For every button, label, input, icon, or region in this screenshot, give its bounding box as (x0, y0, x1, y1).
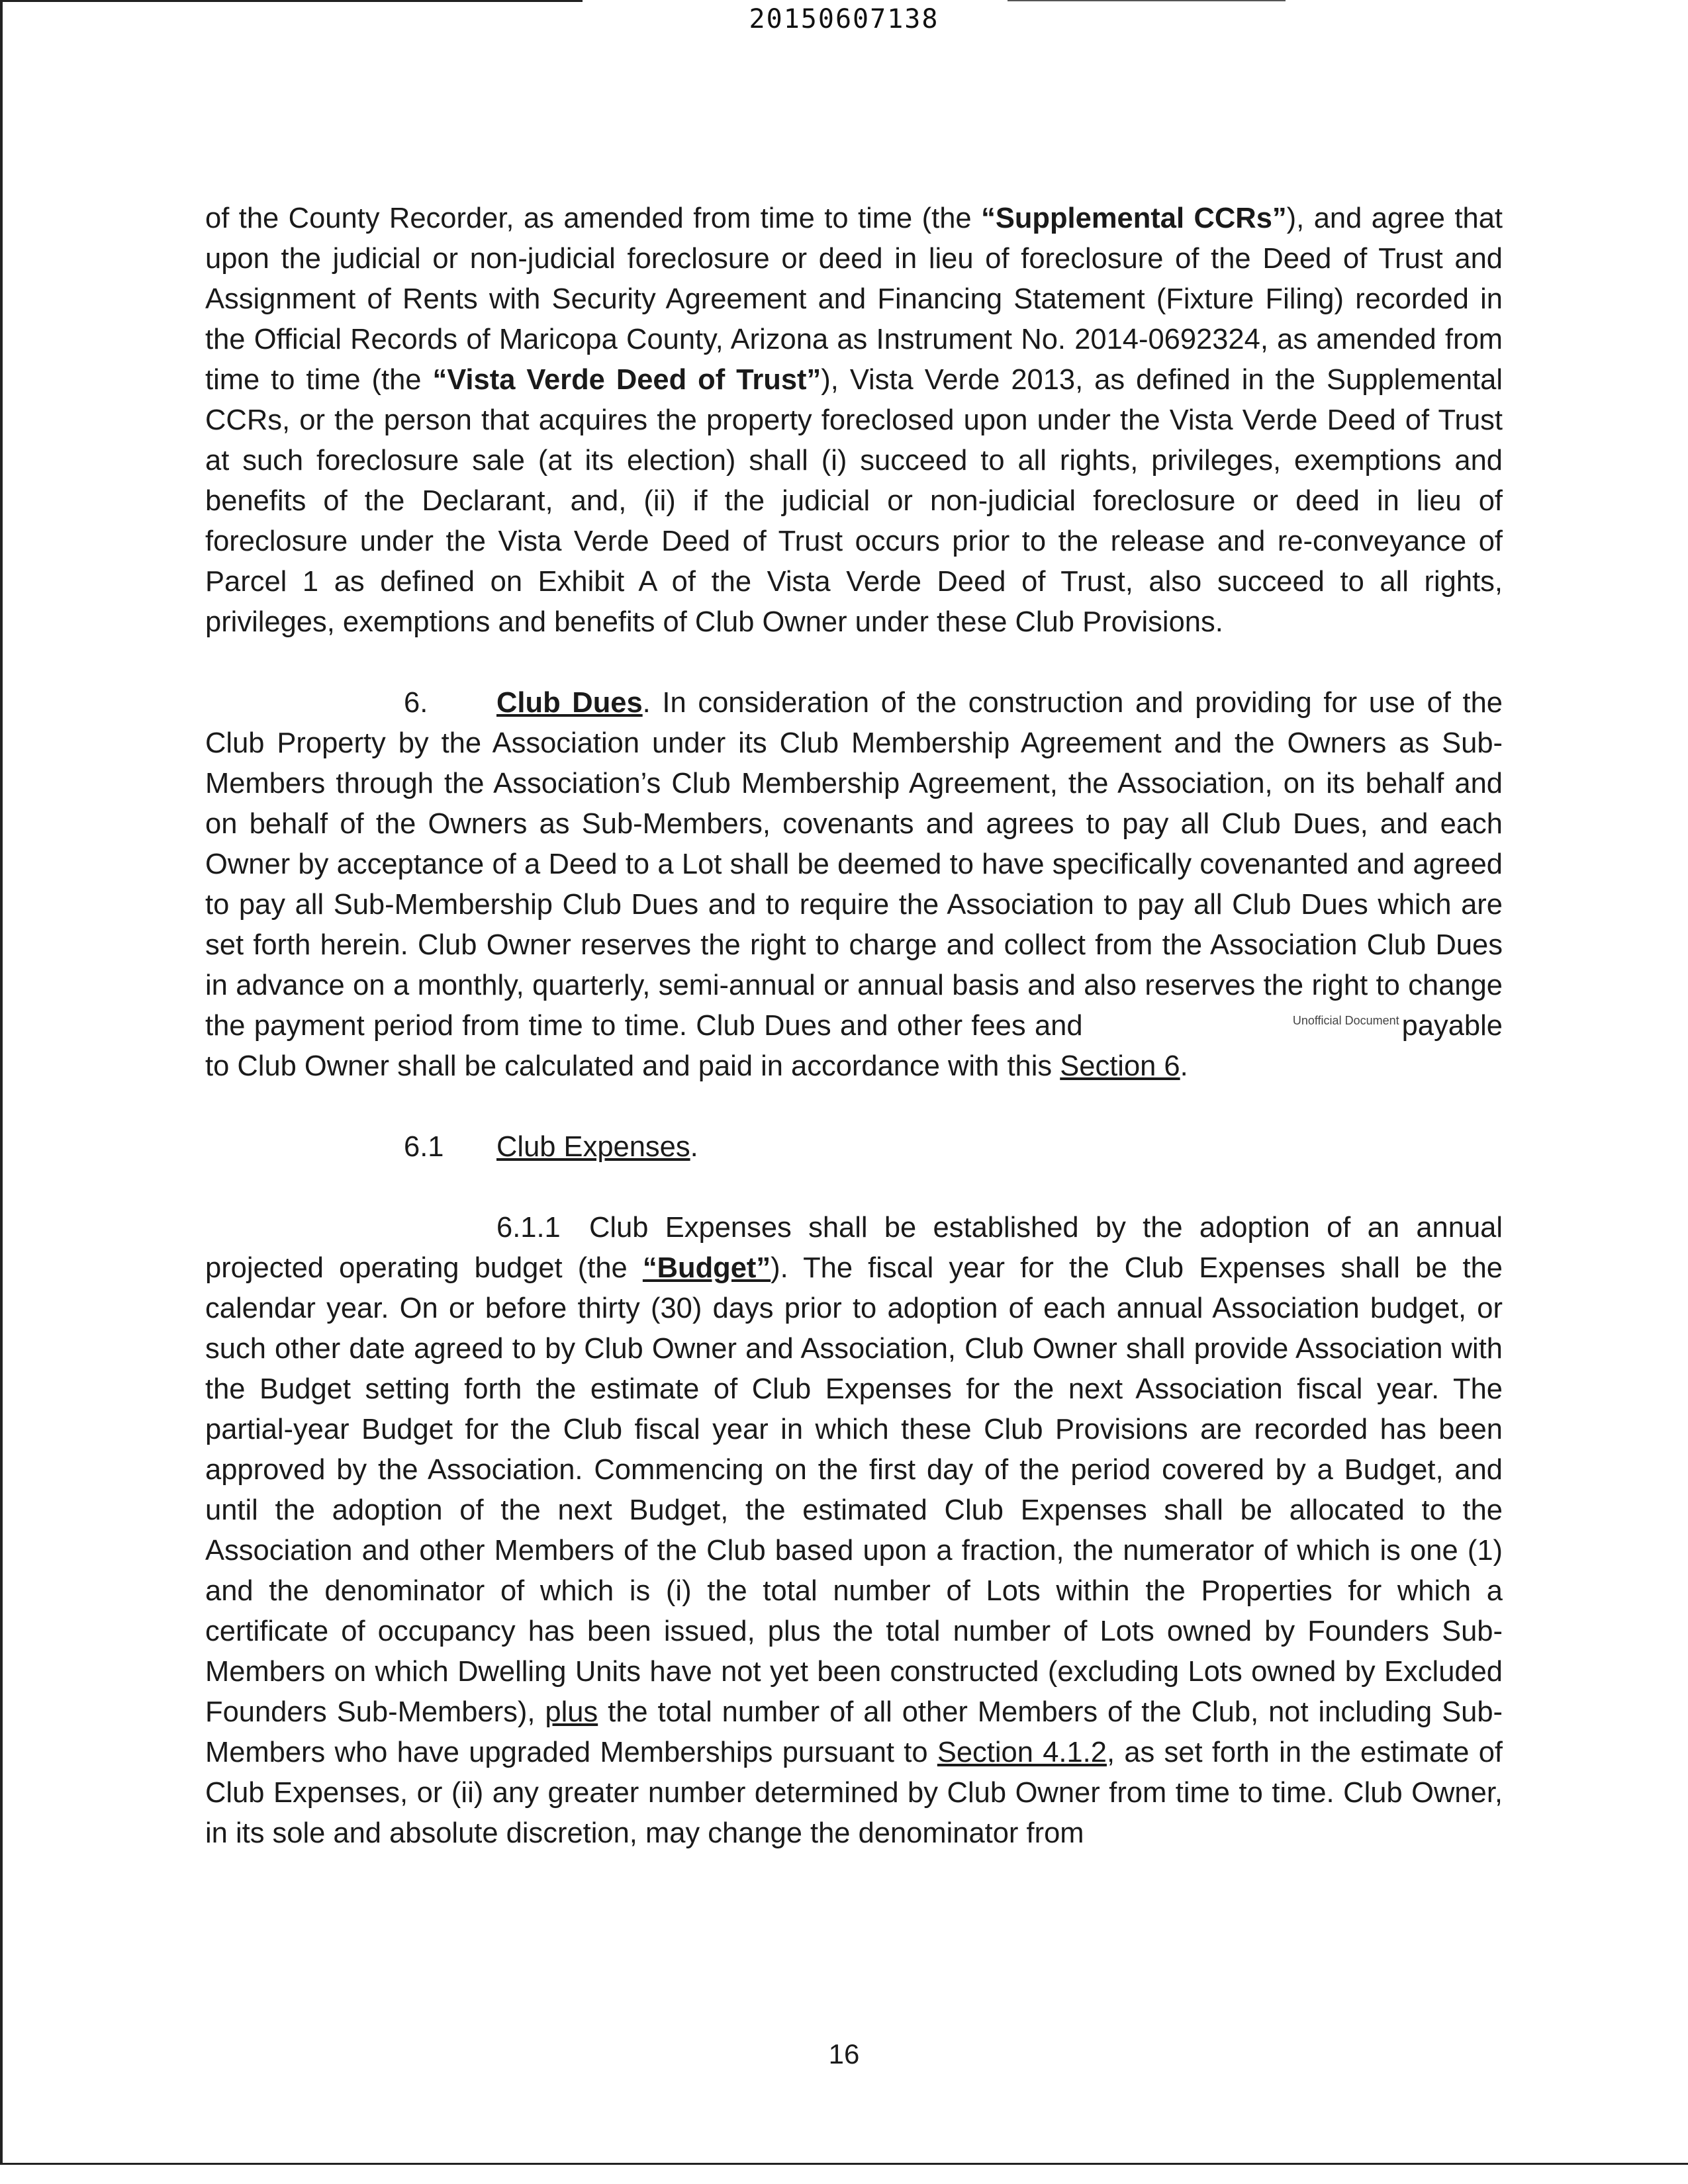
text-run: . (1180, 1050, 1188, 1082)
section-number: 6.1 (404, 1131, 444, 1163)
section-6-paragraph (205, 683, 1503, 1087)
section-6-1-heading (205, 1127, 1503, 1167)
emphasis-plus: plus (545, 1696, 598, 1728)
page-number: 16 (828, 2038, 860, 2070)
text-run: ). The fiscal year for the Club Expenses shall be the calendar year. On or before thirty (30) days prior to adoption of each annual Association budget, or such other date agreed to by Club Owner and Association, Club Owner shall provide Association with the Budget setting forth the estimate of Club Expenses for the next Association fiscal year. The partial-year Budget for the Club fiscal year in which these Club Provisions are recorded has been approved by the Association. Commencing on the first day of the period covered by a Budget, and until the adoption of the next Budget, the estimated Club Expenses shall be allocated to the Association and other Members of the Club based upon a fraction, the numerator of which is one (1) and the denominator of which is (i) the total number of Lots within the Properties for which a certificate of occupancy has been issued, plus the total number of Lots owned by Founders Sub-Members on which Dwelling Units have not yet been constructed (excluding Lots owned by Excluded Founders Sub-Members), (205, 1252, 1503, 1728)
paragraph-continuation (205, 199, 1503, 643)
text-run: . (690, 1131, 698, 1163)
text-run: payable to Club Owner shall be calculated and paid in accordance with this (205, 1010, 1503, 1082)
text-run: ), and agree that upon the judicial or non-judicial foreclosure or deed in lieu of foreclosure of the Deed of Trust and Assignment of Rents with Security Agreement and Financing Statement (Fixture Filing) recorded in the Official Records of Maricopa County, Arizona as Instrument No. 2014-0692324, as amended from time to time (the (205, 203, 1503, 396)
section-heading: Club Expenses (496, 1131, 690, 1163)
text-run: ), Vista Verde 2013, as defined in the Supplemental CCRs, or the person that acquires the property foreclosed upon under the Vista Verde Deed of Trust at such foreclosure sale (at its election) shall (i) succeed to all rights, privileges, exemptions and benefits of the Declarant, and, (ii) if the judicial or non-judicial foreclosure or deed in lieu of foreclosure under the Vista Verde Deed of Trust occurs prior to the release and re-conveyance of Parcel 1 as defined on Exhibit A of the Vista Verde Deed of Trust, also succeed to all rights, privileges, exemptions and benefits of Club Owner under these Club Provisions. (205, 364, 1503, 638)
section-heading: Club Dues (496, 687, 643, 719)
section-number: 6.1.1 (496, 1212, 561, 1244)
text-run: Club Expenses shall be established by the adoption of an annual projected operating budget (the (205, 1212, 1503, 1284)
document-body (205, 199, 1503, 1854)
text-run: , as set forth in the estimate of Club Expenses, or (ii) any greater number determined by Club Owner from time to time. Club Owner, in its sole and absolute discretion, may change the denominator from (205, 1737, 1503, 1849)
recording-number: 20150607138 (749, 4, 939, 34)
scan-border-bottom (0, 2163, 1688, 2165)
section-6-1-1-paragraph (205, 1208, 1503, 1854)
scan-border-left (0, 0, 3, 2164)
text-run: the total number of all other Members of the Club, not including Sub-Members who have upgraded Memberships pursuant to (205, 1696, 1503, 1768)
section-reference: Section 6 (1060, 1050, 1180, 1082)
text-run: . In consideration of the construction and providing for use of the Club Property by the Association under its Club Membership Agreement and the Owners as Sub-Members through the Association’s Club Membership Agreement, the Association, on its behalf and on behalf of the Owners as Sub-Members, covenants and agrees to pay all Club Dues, and each Owner by acceptance of a Deed to a Lot shall be deemed to have specifically covenanted and agreed to pay all Sub-Membership Club Dues and to require the Association to pay all Club Dues which are set forth herein. Club Owner reserves the right to charge and collect from the Association Club Dues in advance on a monthly, quarterly, semi-annual or annual basis and also reserves the right to change the payment period from time to time. Club Dues and other fees and (205, 687, 1503, 1042)
defined-term-vista-verde-deed: “Vista Verde Deed of Trust” (432, 364, 821, 396)
section-number: 6. (404, 687, 428, 719)
unofficial-document-stamp: Unofficial Document (1292, 1014, 1399, 1027)
scan-border-top-left (0, 0, 583, 2)
defined-term-supplemental-ccrs: “Supplemental CCRs” (981, 203, 1287, 234)
defined-term-budget: “Budget” (642, 1252, 771, 1284)
section-reference: Section 4.1.2 (937, 1737, 1107, 1768)
text-run: of the County Recorder, as amended from time to time (the (205, 203, 982, 234)
scan-border-top-right (1008, 0, 1286, 1)
